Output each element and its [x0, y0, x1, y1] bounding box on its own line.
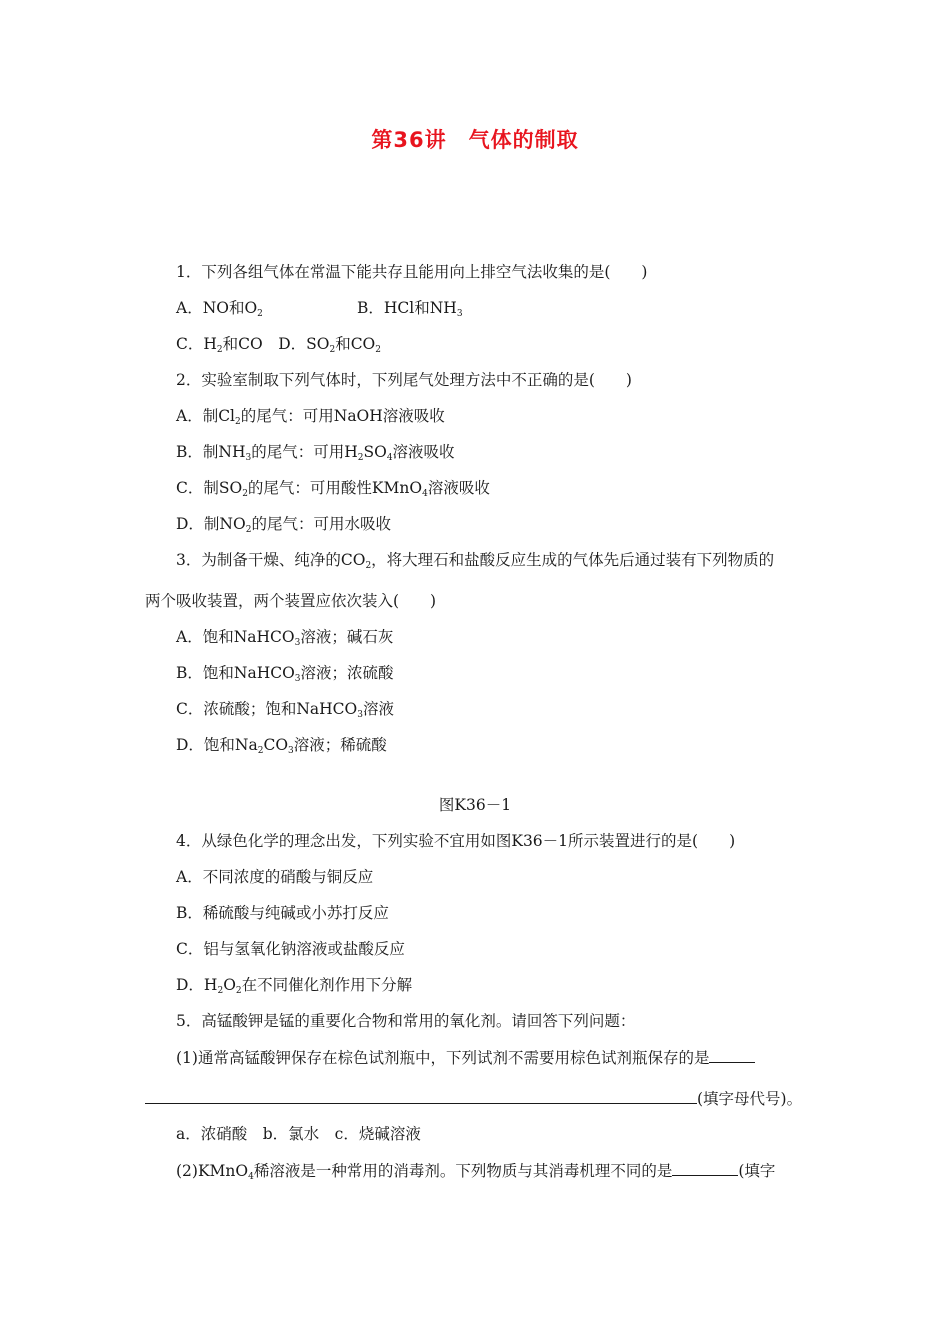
q2-option-a: A．制$Cl_2$的尾气：可用NaOH溶液吸收: [176, 407, 445, 427]
q3-option-a: A．饱和NaHCO$_3$溶液；碱石灰: [176, 628, 394, 648]
q4-option-a: A．不同浓度的硝酸与铜反应: [176, 868, 374, 886]
q2-option-c: C．制$SO_2$的尾气：可用酸性KMnO$_4$溶液吸收: [176, 479, 490, 499]
q4-stem: 4．从绿色化学的理念出发，下列实验不宜用如图K36－1所示装置进行的是( ): [176, 832, 736, 850]
q3-option-c: C．浓硫酸；饱和NaHCO$_3$溶液: [176, 700, 394, 720]
answer-blank[interactable]: [672, 1160, 738, 1176]
q3-stem-line2: 两个吸收装置，两个装置应依次装入( ): [145, 592, 437, 610]
q4-option-b: B．稀硫酸与纯碱或小苏打反应: [176, 904, 389, 922]
q2-stem: 2．实验室制取下列气体时，下列尾气处理方法中不正确的是( ): [176, 371, 632, 389]
q3-option-d: D．饱和$Na_2CO_3$溶液；稀硫酸: [176, 736, 387, 756]
answer-blank[interactable]: [709, 1047, 755, 1063]
answer-blank-continued[interactable]: [145, 1088, 697, 1104]
q2-option-b: B．制$NH_3$的尾气：可用$H_2SO_4$溶液吸收: [176, 443, 455, 463]
page-title: 第36讲 气体的制取: [371, 128, 579, 152]
q5-part1-options: a．浓硝酸 b．氯水 c．烧碱溶液: [176, 1125, 421, 1143]
q4-option-c: C．铝与氢氧化钠溶液或盐酸反应: [176, 940, 405, 958]
figure-caption: 图K36－1: [438, 796, 512, 814]
q3-stem-line1: 3．为制备干燥、纯净的$CO_2$，将大理石和盐酸反应生成的气体先后通过装有下列物质的: [176, 551, 775, 571]
q1-option-a: A．NO和$O_2$: [176, 299, 263, 319]
q5-stem: 5．高锰酸钾是锰的重要化合物和常用的氧化剂。请回答下列问题：: [176, 1012, 636, 1030]
q2-option-d: D．制$NO_2$的尾气：可用水吸收: [176, 515, 391, 535]
q4-option-d: D．$H_2O_2$在不同催化剂作用下分解: [176, 976, 413, 996]
q5-part1-line1: (1)通常高锰酸钾保存在棕色试剂瓶中，下列试剂不需要用棕色试剂瓶保存的是: [176, 1047, 755, 1068]
q5-part1-line2: (填字母代号)。: [145, 1088, 802, 1109]
q5-part2: (2)KMnO$_4$稀溶液是一种常用的消毒剂。下列物质与其消毒机理不同的是 (填字: [176, 1162, 776, 1182]
q1-stem: 1．下列各组气体在常温下能共存且能用向上排空气法收集的是( ): [176, 263, 648, 281]
q3-option-b: B．饱和NaHCO$_3$溶液；浓硫酸: [176, 664, 394, 684]
q1-option-b: B．HCl和$NH_3$: [357, 299, 463, 319]
q1-option-cd: C．$H_2$和CO D．$SO_2$和$CO_2$: [176, 335, 381, 355]
